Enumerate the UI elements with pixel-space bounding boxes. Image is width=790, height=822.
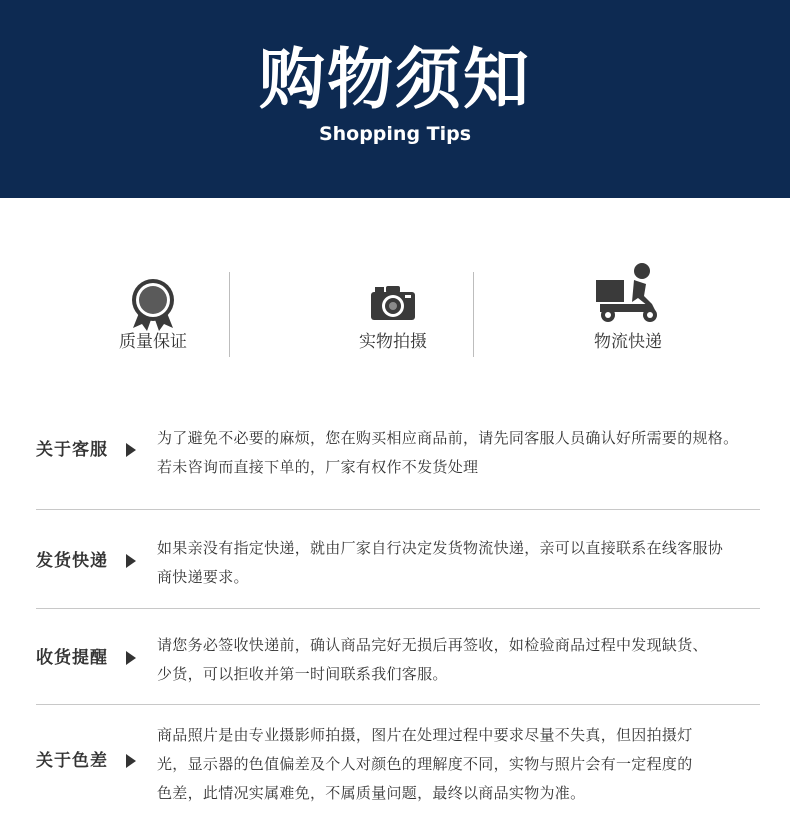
- section-text: 请您务必签收快递前，确认商品完好无损后再签收，如检验商品过程中发现缺货、 少货，可以拒收并第一时间联系我们客服。: [157, 636, 708, 683]
- feature-label: 实物拍摄: [359, 332, 427, 352]
- feature-label: 物流快递: [594, 332, 662, 352]
- feature-quality: [33, 260, 273, 370]
- section-label: 收货提醒: [36, 648, 108, 668]
- section-text: 为了避免不必要的麻烦，您在购买相应商品前，请先同客服人员确认好所需要的规格。 若未咨询而直接下单的，厂家有权作不发货处理: [157, 429, 739, 476]
- section-label: 关于客服: [36, 440, 108, 460]
- section-color-difference: [36, 721, 760, 811]
- feature-bar: [0, 260, 790, 370]
- section-text: 商品照片是由专业摄影师拍摄，图片在处理过程中要求尽量不失真，但因拍摄灯 光，显示器的色值偏差及个人对颜色的理解度不同，实物与照片会有一定程度的 色差，此情况实属难免，不属质量问题，最终以商品实物为准。: [157, 726, 693, 802]
- feature-label: 质量保证: [119, 332, 187, 352]
- section-divider: [36, 509, 760, 510]
- section-label: 关于色差: [36, 751, 108, 771]
- camera-icon: [369, 284, 417, 326]
- feature-divider: [473, 272, 474, 357]
- section-shipping: [36, 534, 760, 604]
- section-label: 发货快递: [36, 551, 108, 571]
- medal-icon: [129, 278, 177, 336]
- section-receiving: [36, 631, 760, 701]
- feature-photo: [273, 260, 513, 370]
- section-text: 如果亲没有指定快递，就由厂家自行决定发货物流快递，亲可以直接联系在线客服协 商快递要求。: [157, 539, 724, 586]
- section-divider: [36, 704, 760, 705]
- feature-delivery: [508, 260, 748, 370]
- arrow-right-icon: [126, 554, 136, 568]
- feature-divider: [229, 272, 230, 357]
- arrow-right-icon: [126, 443, 136, 457]
- page-title: 购物须知: [259, 41, 531, 118]
- section-divider: [36, 608, 760, 609]
- arrow-right-icon: [126, 651, 136, 665]
- header-banner: [0, 0, 790, 198]
- arrow-right-icon: [126, 754, 136, 768]
- page-subtitle: Shopping Tips: [318, 123, 472, 145]
- section-customer-service: [36, 424, 760, 494]
- delivery-scooter-icon: [594, 262, 662, 328]
